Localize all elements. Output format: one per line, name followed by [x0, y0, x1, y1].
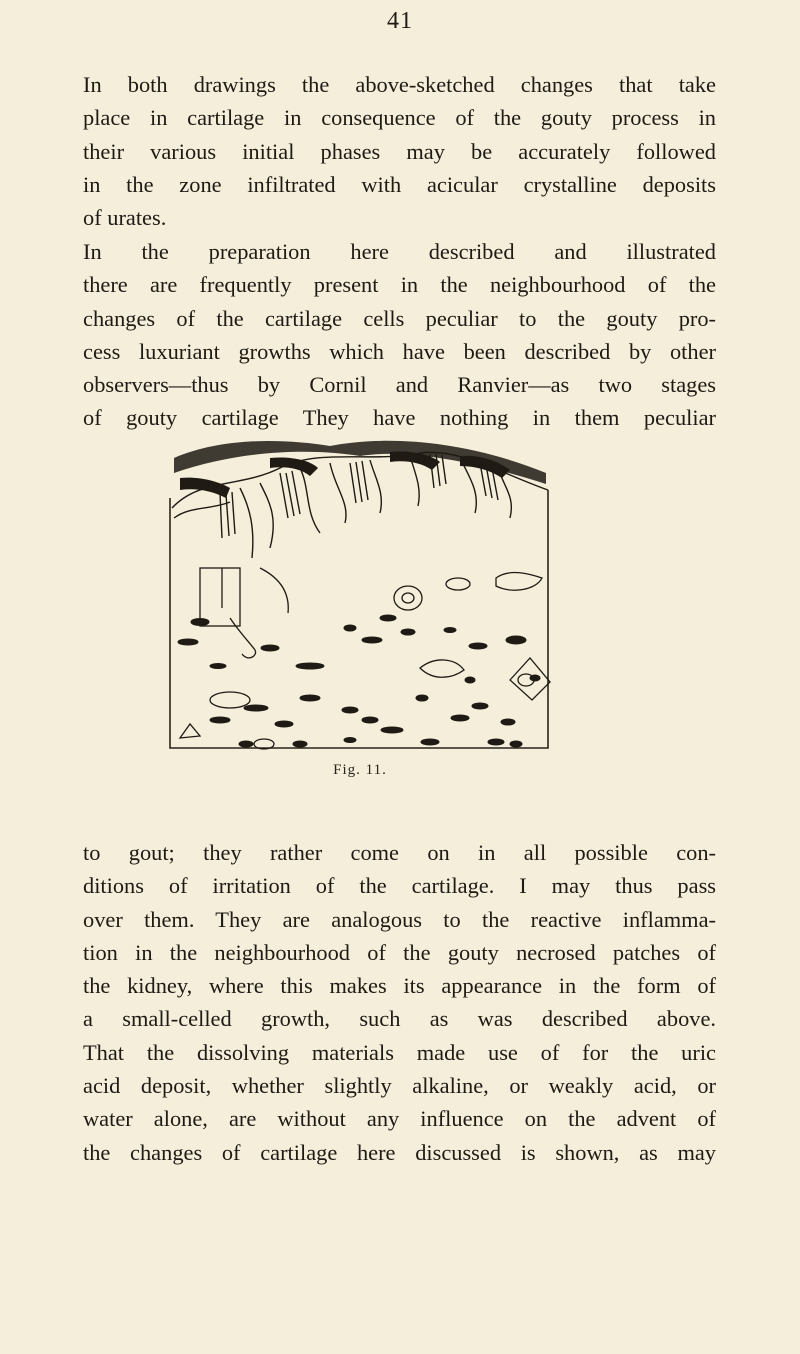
text-line: changes of the cartilage cells peculiar to the gouty pro- [83, 305, 716, 331]
text-line: in the zone infiltrated with acicular crystalline deposits [83, 171, 716, 197]
text-line: place in cartilage in consequence of the gouty process in [83, 105, 716, 131]
text-line: the kidney, where this makes its appearance in the form of [83, 973, 716, 999]
text-line: a small-celled growth, such as was described above. [83, 1006, 716, 1032]
figure-11 [160, 418, 560, 800]
page-number: 41 [387, 8, 413, 34]
paragraph-3 [83, 836, 716, 1169]
paragraph-1 [83, 68, 716, 234]
text-line: In the preparation here described and illustrated [83, 239, 716, 264]
text-line: tion in the neighbourhood of the gouty necrosed patches of [83, 939, 716, 965]
text-line: observers—thus by Cornil and Ranvier—as two stages [83, 372, 716, 398]
text-line: the changes of cartilage here discussed is shown, as may [83, 1139, 716, 1165]
text-line: acid deposit, whether slightly alkaline, or weakly acid, or [83, 1073, 716, 1099]
text-line: to gout; they rather come on in all possible con- [83, 840, 716, 865]
text-line: water alone, are without any influence on the advent of [83, 1106, 716, 1132]
text-line: there are frequently present in the neighbourhood of the [83, 272, 716, 298]
figure-caption: Fig. 11. [333, 762, 387, 778]
text-line: of gouty cartilage They have nothing in them peculiar [83, 405, 716, 431]
text-line: ditions of irritation of the cartilage. I may thus pass [83, 873, 716, 899]
text-line: In both drawings the above-sketched changes that take [83, 72, 716, 97]
text-line: of urates. [83, 205, 167, 231]
text-line: over them. They are analogous to the reactive inflamma- [83, 906, 716, 932]
cartilage-engraving [160, 418, 560, 758]
paragraph-2 [83, 235, 716, 435]
text-line: That the dissolving materials made use of for the uric [83, 1039, 716, 1065]
text-line: their various initial phases may be accurately followed [83, 138, 716, 164]
text-line: cess luxuriant growths which have been described by other [83, 338, 716, 364]
